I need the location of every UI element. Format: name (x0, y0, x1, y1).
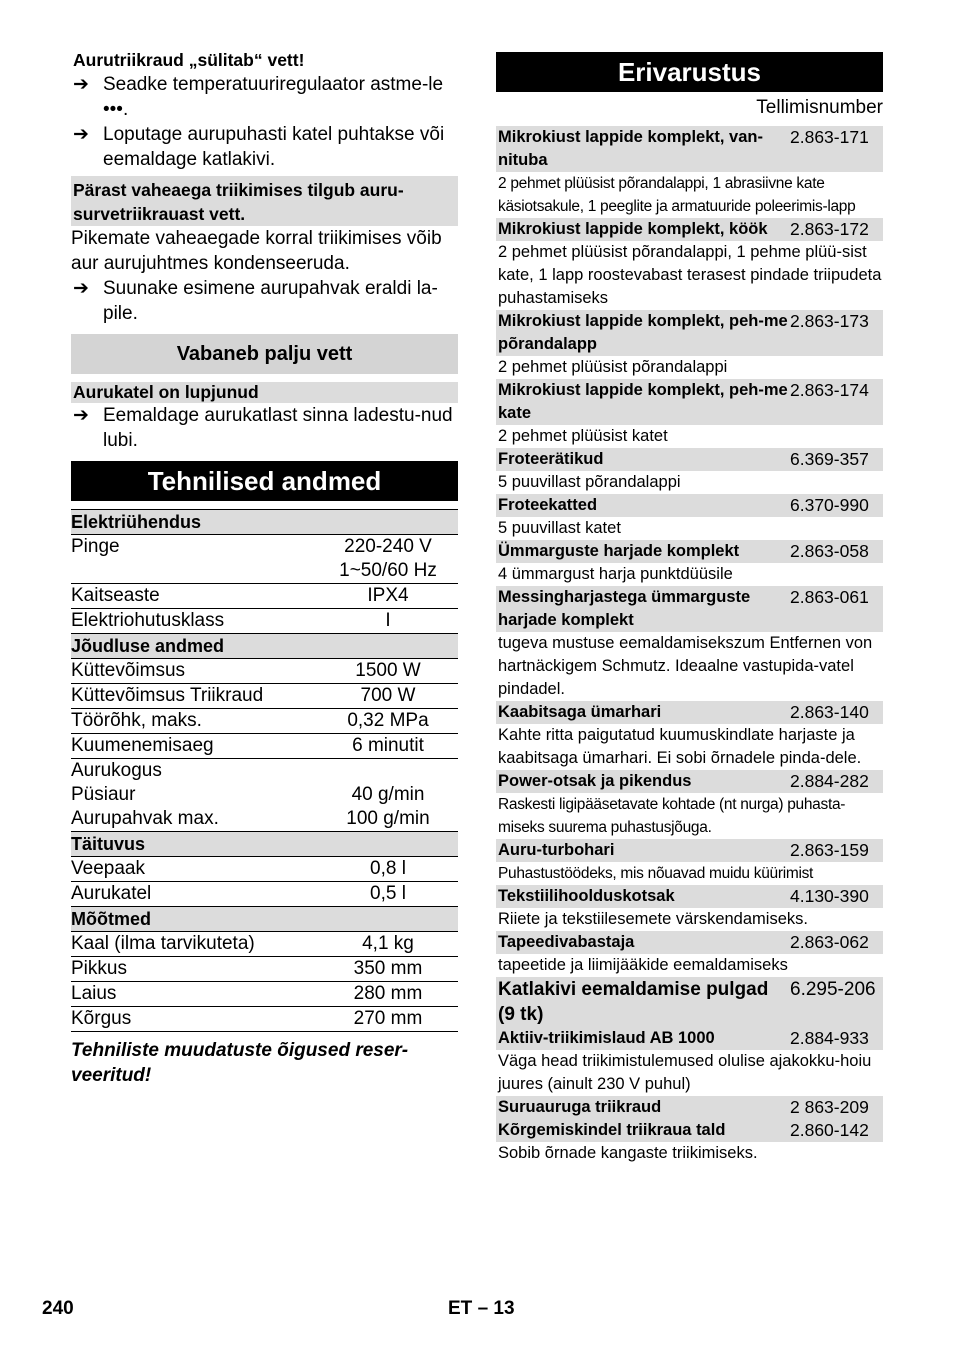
accessory-header (496, 931, 883, 954)
language-code: ET (448, 1298, 473, 1319)
spec-section-row (71, 634, 458, 659)
left-column (71, 48, 458, 1088)
step-text: Suunake esimene aurupahvak eraldi la-pile. (103, 278, 438, 324)
spec-value: I (318, 609, 458, 634)
spec-row (71, 857, 458, 882)
spec-label: Püsiaur (71, 784, 136, 805)
accessory-description: tapeetide ja liimijääkide eemaldamiseks (498, 956, 788, 974)
spec-label: Elektriohutusklass (71, 609, 318, 634)
arrow-right-icon: ➔ (73, 74, 89, 95)
order-number: 2.863-172 (790, 219, 869, 239)
footnote: Tehniliste muudatuste õigused reser-veeritud! (71, 1040, 409, 1086)
accessory-description: 2 pehmet plüüsist põrandalappi, 1 abrasiivne kate käsiotsakule, 1 peeglite ja armatuuride poleerimis-lapp (498, 175, 856, 215)
order-number: 2.863-058 (790, 541, 869, 561)
divider (71, 501, 458, 510)
accessory-header (496, 977, 883, 1027)
accessory-description: 2 pehmet plüüsist põrandalappi, 1 pehme plüü-sist kate, 1 lapp roostevabast terasest pindade triipudeta puhastamiseks (498, 243, 882, 307)
spec-row (71, 535, 458, 560)
instruction-step (71, 276, 458, 326)
accessory-header (496, 494, 883, 517)
spec-label: Elektriühendus (71, 510, 318, 535)
spec-value: 100 g/min (318, 807, 458, 832)
accessory-name: Messingharjastega ümmarguste harjade komplekt (498, 588, 751, 629)
paragraph: Pikemate vaheaegade korral triikimises võib aur aurujuhtmes kondenseeruda. (71, 228, 442, 274)
accessory-name: Froteekatted (498, 496, 598, 514)
spec-label: Laius (71, 982, 318, 1007)
order-number: 2.884-282 (790, 771, 869, 791)
order-number: 6.370-990 (790, 495, 869, 515)
step-text: Eemaldage aurukatlast sinna ladestu-nud lubi. (103, 405, 453, 451)
accessory-header (496, 540, 883, 563)
spec-row (71, 1007, 458, 1032)
spec-label: Aurukatel (71, 882, 318, 907)
spec-label: Aurupahvak max. (71, 807, 318, 832)
spec-row (71, 609, 458, 634)
accessory-name: Power-otsak ja pikendus (498, 772, 692, 790)
accessory-header (496, 839, 883, 862)
accessory-name: Auru-turbohari (498, 841, 615, 859)
accessory-header (496, 1119, 883, 1142)
order-number: 2.863-140 (790, 702, 869, 722)
spec-row (71, 982, 458, 1007)
accessory-header (496, 1096, 883, 1119)
order-number: 2 863-209 (790, 1097, 869, 1117)
spec-row (71, 807, 458, 832)
spec-value: 6 minutit (318, 734, 458, 759)
spec-value: 280 mm (318, 982, 458, 1007)
accessory-description: Raskesti ligipääsetavate kohtade (nt nurga) puhasta-miseks suurema puhastusjõuga. (498, 796, 846, 836)
spec-row (71, 783, 458, 807)
spec-label: Küttevõimsus Triikraud (71, 684, 318, 709)
section-title-steam-iron-spits: Aurutriikraud „sülitab“ vett! (73, 50, 305, 70)
accessory-name: Suruauruga triikraud (498, 1098, 662, 1116)
step-text: Seadke temperatuuriregulaator astme-le •••. (103, 74, 444, 120)
order-number: 2.863-173 (790, 311, 869, 331)
spec-value (318, 510, 458, 535)
spec-label: Kõrgus (71, 1007, 318, 1032)
right-column (496, 52, 883, 1165)
accessory-name: Mikrokiust lappide komplekt, van-nituba (498, 128, 763, 169)
order-number: 2.884-933 (790, 1028, 869, 1048)
section-title-boiler-scaled: Aurukatel on lupjunud (71, 382, 458, 403)
spec-label: Töörõhk, maks. (71, 709, 318, 734)
spec-label: Jõudluse andmed (71, 634, 318, 659)
accessory-name: Froteerätikud (498, 450, 604, 468)
spec-label: Veepaak (71, 857, 318, 882)
order-number: 2.863-171 (790, 127, 869, 147)
spec-table (71, 510, 458, 1032)
accessory-description: tugeva mustuse eemaldamisekszum Entfernen von hartnäckigem Schmutz. Ideaalne vastupida-vatel pindadel. (498, 634, 873, 698)
accessory-name: Kõrgemiskindel triikraua tald (498, 1121, 726, 1139)
spec-value: 270 mm (318, 1007, 458, 1032)
accessory-header (496, 448, 883, 471)
spec-row (71, 559, 458, 584)
accessory-name: Mikrokiust lappide komplekt, peh-me põrandalapp (498, 312, 788, 353)
spec-label: Kaal (ilma tarvikuteta) (71, 932, 318, 957)
order-number: 2.863-159 (790, 840, 869, 860)
accessory-description: 5 puuvillast põrandalappi (498, 473, 681, 491)
spec-label: Aurukogus (71, 760, 162, 781)
spec-value: 1500 W (318, 659, 458, 684)
spec-label (71, 559, 318, 584)
accessory-header (496, 701, 883, 724)
order-number: 6.295-206 (790, 979, 876, 1000)
spec-value (318, 759, 458, 784)
accessory-description: 2 pehmet plüüsist põrandalappi (498, 358, 728, 376)
instruction-step (71, 403, 458, 453)
spec-label: Kaitseaste (71, 584, 318, 609)
spec-value: 220-240 V (344, 536, 432, 557)
spec-section-row (71, 832, 458, 857)
spec-value: 1~50/60 Hz (318, 559, 458, 584)
instruction-step (71, 122, 458, 172)
order-number-label: Tellimisnumber (756, 97, 883, 118)
accessory-header (496, 126, 883, 172)
spec-value: 0,8 l (318, 857, 458, 882)
spec-value (318, 907, 458, 932)
arrow-right-icon: ➔ (73, 405, 89, 426)
accessory-name: Mikrokiust lappide komplekt, köök (498, 220, 768, 238)
order-number: 4.130-390 (790, 886, 869, 906)
accessories-heading: Erivarustus (496, 52, 883, 92)
accessory-name: Katlakivi eemaldamise pulgad (9 tk) (498, 979, 769, 1025)
spec-section-row (71, 510, 458, 535)
spec-row (71, 584, 458, 609)
spec-row (71, 709, 458, 734)
order-number: 6.369-357 (790, 449, 869, 469)
accessory-header (496, 310, 883, 356)
arrow-right-icon: ➔ (73, 124, 89, 145)
step-text: Loputage aurupuhasti katel puhtakse või eemaldage katlakivi. (103, 124, 445, 170)
accessory-header (496, 770, 883, 793)
instruction-step (71, 72, 458, 122)
spec-label: Pinge (71, 536, 120, 557)
order-number: 2.863-061 (790, 587, 869, 607)
spec-value: 0,32 MPa (318, 709, 458, 734)
accessory-description: 5 puuvillast katet (498, 519, 621, 537)
spec-label: Täituvus (71, 832, 318, 857)
accessory-description: Puhastustöödeks, mis nõuavad muidu küürimist (498, 865, 814, 882)
spec-label: Mõõtmed (71, 907, 318, 932)
technical-data-heading: Tehnilised andmed (71, 461, 458, 501)
spec-value (318, 634, 458, 659)
spec-value: 4,1 kg (318, 932, 458, 957)
accessory-name: Ümmarguste harjade komplekt (498, 542, 740, 560)
spec-value: IPX4 (318, 584, 458, 609)
section-title-water-drips: Pärast vaheaega triikimises tilgub auru-survetriikrauast vett. (71, 176, 458, 226)
accessory-name: Tapeedivabastaja (498, 933, 635, 951)
accessory-description: 4 ümmargust harja punktdüüsile (498, 565, 733, 583)
spec-row (71, 957, 458, 982)
spec-value: 350 mm (318, 957, 458, 982)
accessory-name: Tekstiilihoolduskotsak (498, 887, 675, 905)
accessory-description: Väga head triikimistulemused olulise ajakokku-hoiu juures (ainult 230 V puhul) (498, 1052, 872, 1093)
accessory-description: Sobib õrnade kangaste triikimiseks. (498, 1144, 758, 1162)
accessory-description: Kahte ritta paigutatud kuumuskindlate harjaste ja kaabitsaga ümarhari. Ei sobi õrnadele pinda-dele. (498, 726, 862, 767)
order-number: 2.863-062 (790, 932, 869, 952)
spec-label: Pikkus (71, 957, 318, 982)
spec-row (71, 759, 458, 784)
page-number: 240 (42, 1298, 74, 1319)
spec-row (71, 734, 458, 759)
arrow-right-icon: ➔ (73, 278, 89, 299)
accessory-header (496, 885, 883, 908)
accessory-description: Riiete ja tekstiilesemete värskendamiseks. (498, 910, 808, 928)
spec-row (71, 659, 458, 684)
accessory-header (496, 218, 883, 241)
section-number: – 13 (477, 1298, 515, 1319)
accessories-list (496, 126, 883, 1165)
spec-row (71, 684, 458, 709)
spec-section-row (71, 907, 458, 932)
accessory-name: Aktiiv-triikimislaud AB 1000 (498, 1029, 715, 1047)
order-number: 2.863-174 (790, 380, 869, 400)
spec-row (71, 932, 458, 957)
subheading: Vabaneb palju vett (71, 334, 458, 374)
order-number: 2.860-142 (790, 1120, 869, 1140)
accessory-header (496, 379, 883, 425)
spec-value: 700 W (318, 684, 458, 709)
spec-value: 40 g/min (351, 784, 425, 805)
accessory-name: Mikrokiust lappide komplekt, peh-me kate (498, 381, 788, 422)
spec-row (71, 882, 458, 907)
accessory-header (496, 1027, 883, 1050)
accessory-header (496, 586, 883, 632)
accessory-name: Kaabitsaga ümarhari (498, 703, 662, 721)
spec-value: 0,5 l (318, 882, 458, 907)
spec-label: Küttevõimsus (71, 659, 318, 684)
footer-language (448, 1298, 515, 1320)
accessory-description: 2 pehmet plüüsist katet (498, 427, 668, 445)
spec-value (318, 832, 458, 857)
spec-label: Kuumenemisaeg (71, 734, 318, 759)
